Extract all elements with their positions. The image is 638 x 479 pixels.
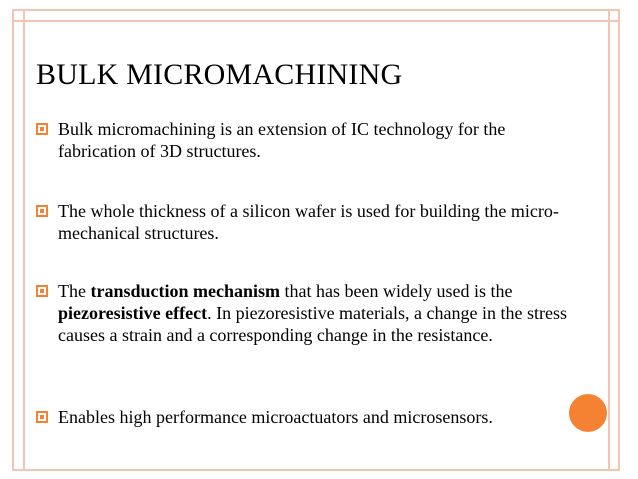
- bullet-item: [36, 200, 576, 244]
- orange-circle-icon: [569, 394, 607, 432]
- bullet-text: Bulk micromachining is an extension of IC technology for the fabrication of 3D structures.: [58, 119, 506, 161]
- bullet-text: [58, 280, 576, 346]
- bullet-item: [36, 280, 576, 346]
- bullet-text-part: that has been widely used is the: [280, 281, 513, 301]
- square-bullet-icon: [36, 285, 48, 297]
- frame-left-rule: [23, 9, 25, 471]
- bullet-item: [36, 118, 576, 162]
- square-bullet-icon: [36, 411, 48, 423]
- slide-title: BULK MICROMACHINING: [36, 58, 403, 91]
- square-bullet-icon: [36, 123, 48, 135]
- bullet-text-part: . In piezoresistive materials, a change in the stress causes a strain and a corresponding change in the resistance.: [58, 303, 567, 345]
- bold-term-piezoresistive: piezoresistive effect: [58, 303, 208, 323]
- frame-right-rule: [608, 9, 610, 471]
- bullet-text: The whole thickness of a silicon wafer is used for building the micro-mechanical structures.: [58, 201, 559, 243]
- bullet-item: [36, 406, 576, 428]
- bullet-text-part: The: [58, 281, 91, 301]
- square-bullet-icon: [36, 205, 48, 217]
- bullet-text: Enables high performance microactuators and microsensors.: [58, 407, 493, 427]
- bold-term-transduction: transduction mechanism: [90, 281, 280, 301]
- frame-top-rule: [12, 20, 620, 22]
